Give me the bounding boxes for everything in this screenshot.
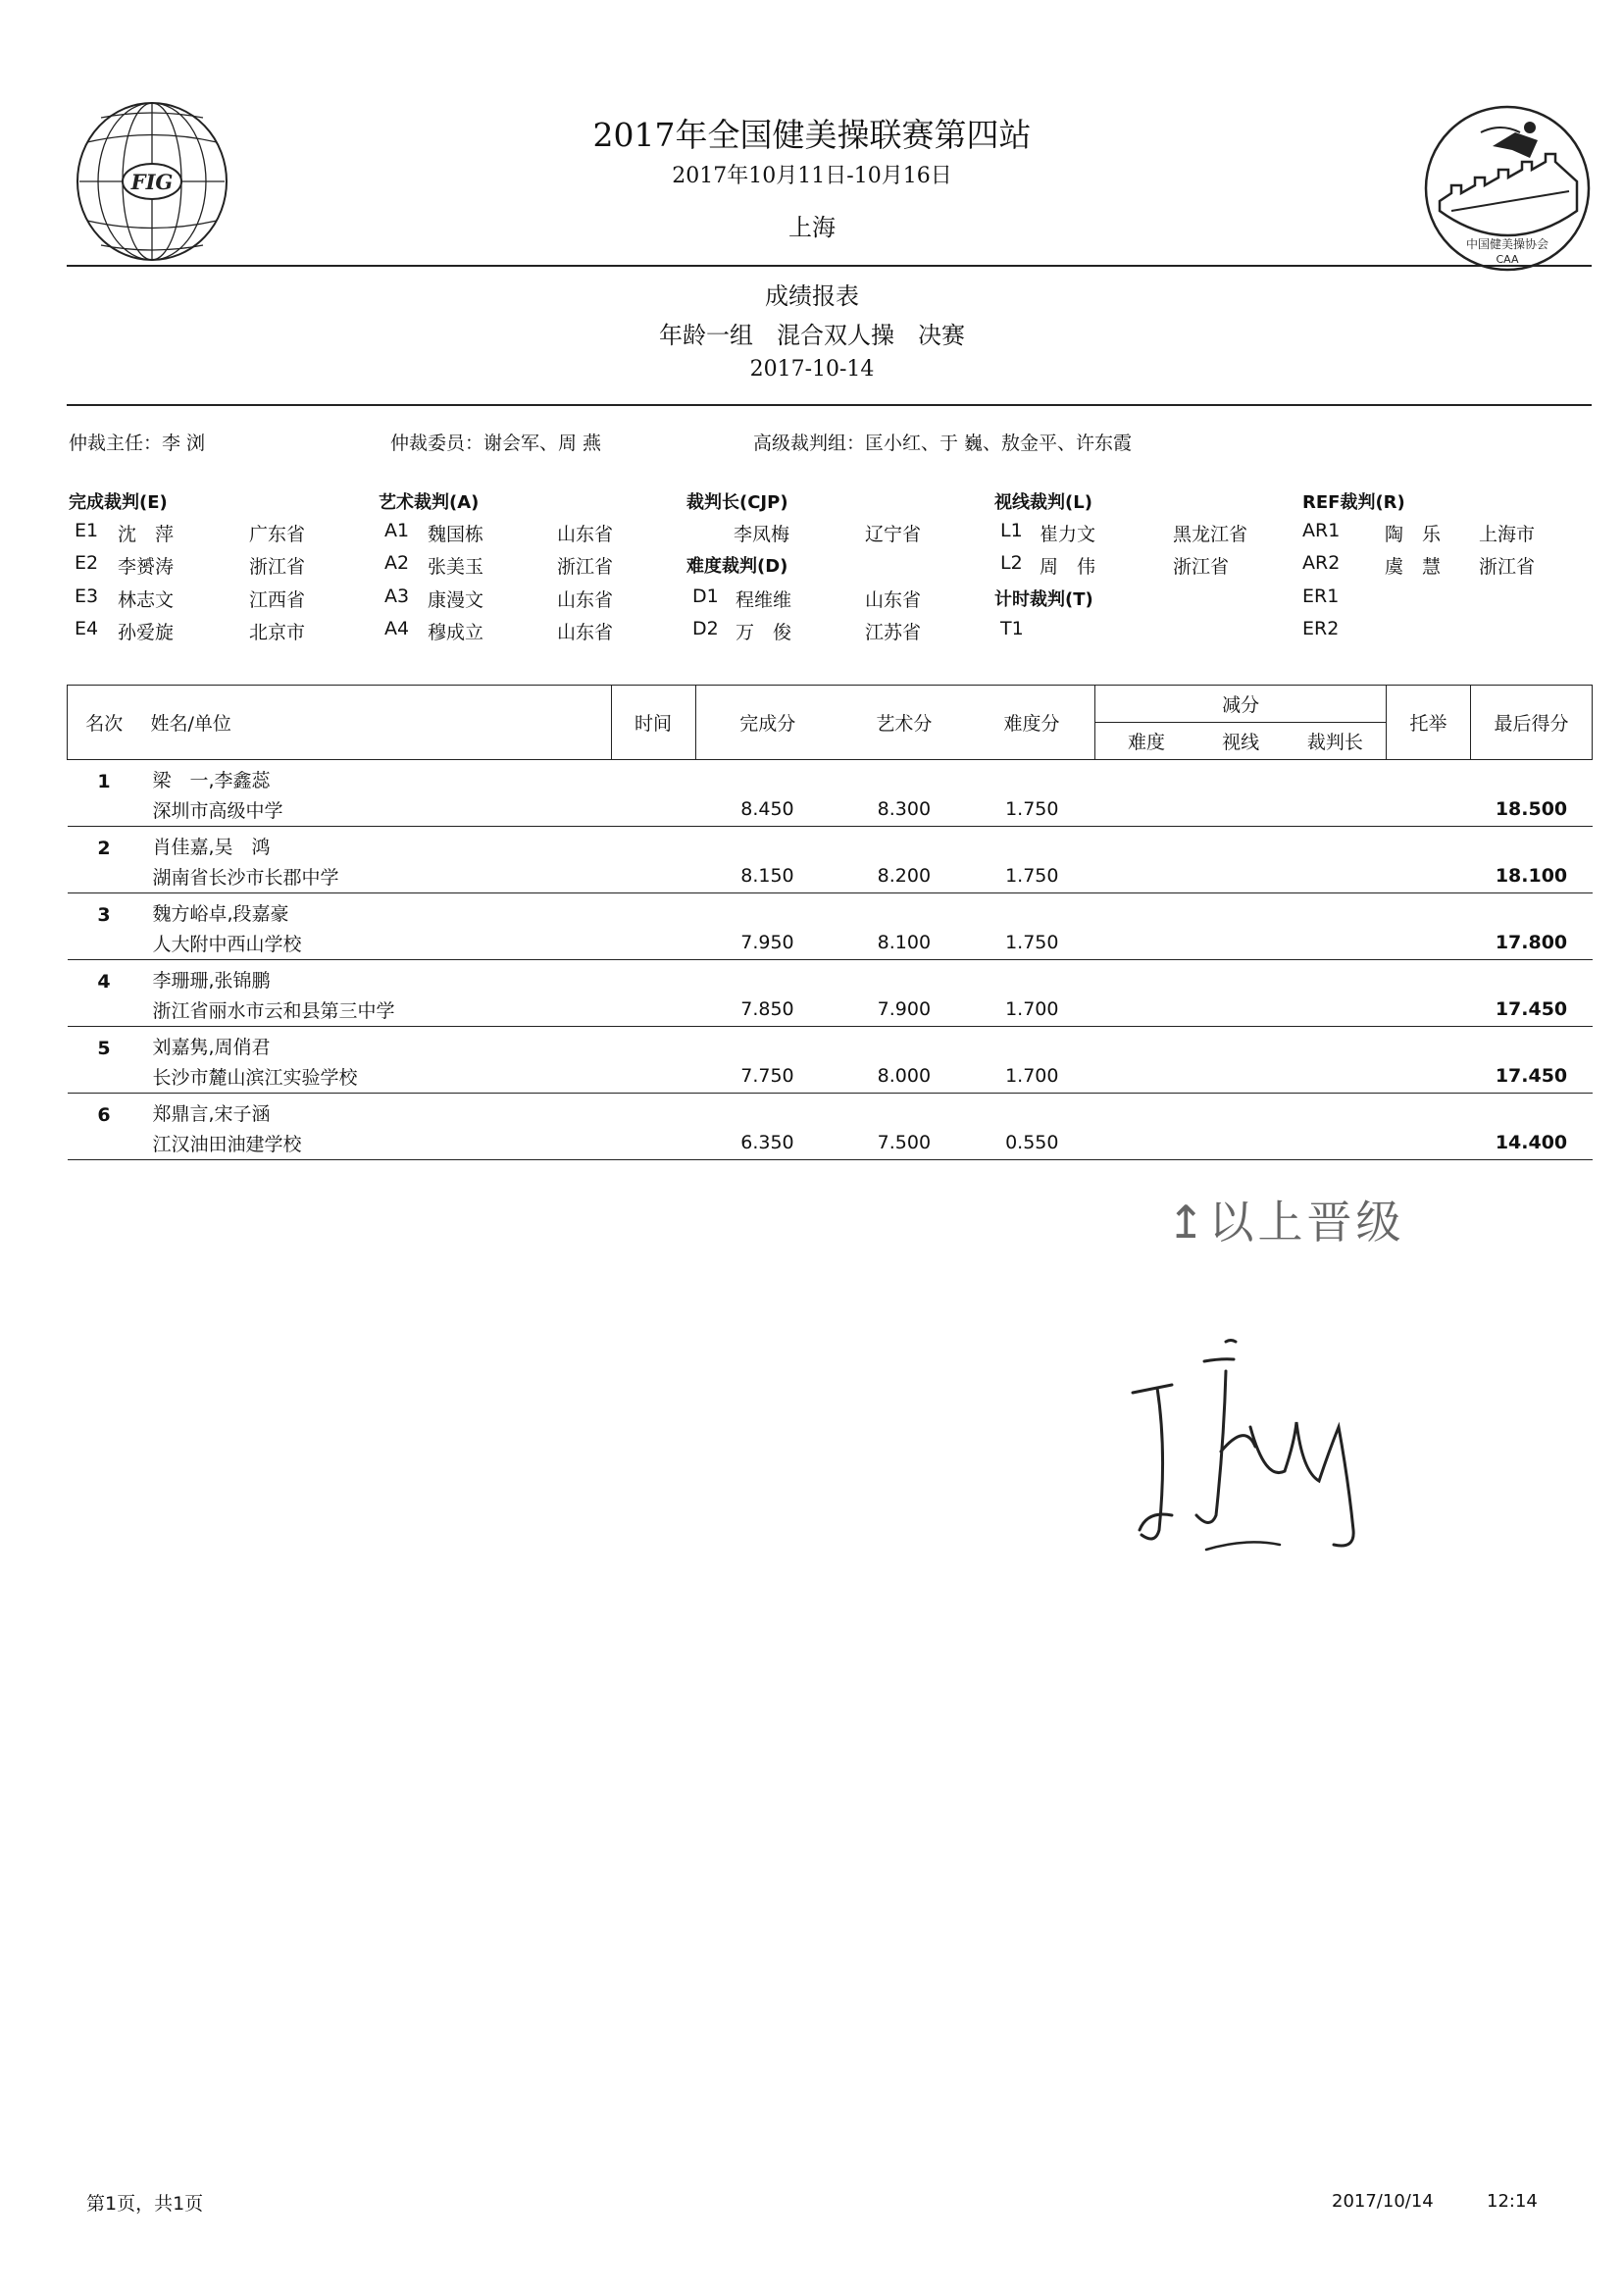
judge-name: 虞 慧 <box>1385 556 1442 578</box>
execution-judges-heading: 完成裁判(E) <box>69 492 168 513</box>
judge-code: T1 <box>1000 618 1024 639</box>
final-score: 18.100 <box>1470 859 1592 893</box>
judge-code: A1 <box>384 520 410 541</box>
judge-province: 浙江省 <box>557 556 614 578</box>
judge-code: AR2 <box>1302 552 1341 574</box>
col-name: 姓名/单位 <box>140 686 611 760</box>
table-row <box>68 827 1593 860</box>
judge-code: L2 <box>1000 552 1023 574</box>
rank: 1 <box>97 771 111 792</box>
team-name: 江汉油田油建学校 <box>140 1126 611 1160</box>
execution-score: 7.950 <box>695 926 839 960</box>
handwritten-signature <box>1128 1334 1383 1559</box>
artistic-judges-heading: 艺术裁判(A) <box>379 492 480 513</box>
judge-code: L1 <box>1000 520 1023 541</box>
rank: 2 <box>97 838 111 859</box>
cjp-province: 辽宁省 <box>865 524 922 545</box>
print-date: 2017/10/14 <box>1332 2191 1434 2212</box>
table-row <box>68 859 1593 893</box>
page-number: 第1页，共1页 <box>86 2193 204 2215</box>
table-row <box>68 760 1593 793</box>
cjp-name: 李凤梅 <box>734 524 790 545</box>
qualified-annotation: ↥以上晋级 <box>1167 1196 1405 1249</box>
col-time: 时间 <box>611 686 695 760</box>
judge-province: 江西省 <box>249 589 306 611</box>
execution-score: 8.450 <box>695 792 839 827</box>
col-lift: 托举 <box>1387 686 1471 760</box>
judge-name: 魏国栋 <box>428 524 484 545</box>
difficulty-score: 1.700 <box>969 993 1095 1027</box>
judge-code: A4 <box>384 618 410 639</box>
col-execution: 完成分 <box>695 686 839 760</box>
event-name: 年龄一组 混合双人操 决赛 <box>659 322 965 349</box>
artistic-score: 8.300 <box>839 792 969 827</box>
competition-city: 上海 <box>788 214 836 241</box>
line-judges-heading: 视线裁判(L) <box>994 492 1092 513</box>
difficulty-score: 1.750 <box>969 792 1095 827</box>
judge-province: 广东省 <box>249 524 306 545</box>
athlete-names: 梁 一,李鑫蕊 <box>152 770 271 791</box>
senior-judges: 高级裁判组：匡小红、于 巍、敖金平、许东霞 <box>753 433 1133 454</box>
judge-name: 陶 乐 <box>1385 524 1442 545</box>
judge-province: 山东省 <box>557 524 614 545</box>
table-row <box>68 893 1593 927</box>
judge-code: ER2 <box>1302 618 1340 639</box>
judge-province: 上海市 <box>1479 524 1536 545</box>
athlete-names: 肖佳嘉,吴 鸿 <box>152 837 271 858</box>
final-score: 14.400 <box>1470 1126 1592 1160</box>
artistic-score: 8.200 <box>839 859 969 893</box>
artistic-score: 7.900 <box>839 993 969 1027</box>
table-row <box>68 1094 1593 1127</box>
final-score: 17.450 <box>1470 1059 1592 1094</box>
team-name: 人大附中西山学校 <box>140 926 611 960</box>
print-time: 12:14 <box>1487 2191 1538 2212</box>
difficulty-judges-heading: 难度裁判(D) <box>686 556 788 577</box>
judge-province: 黑龙江省 <box>1173 524 1248 545</box>
table-row <box>68 960 1593 994</box>
col-deductions: 减分 <box>1095 686 1387 723</box>
final-score: 17.450 <box>1470 993 1592 1027</box>
judge-name: 程维维 <box>736 589 792 611</box>
judge-province: 浙江省 <box>249 556 306 578</box>
rank: 6 <box>97 1104 111 1126</box>
judge-province: 北京市 <box>249 622 306 643</box>
judge-province: 浙江省 <box>1479 556 1536 578</box>
svg-text:FIG: FIG <box>130 170 174 194</box>
col-difficulty: 难度分 <box>969 686 1095 760</box>
table-row <box>68 1027 1593 1060</box>
judge-code: A2 <box>384 552 410 574</box>
team-name: 长沙市麓山滨江实验学校 <box>140 1059 611 1094</box>
artistic-score: 8.000 <box>839 1059 969 1094</box>
judge-province: 浙江省 <box>1173 556 1230 578</box>
athlete-names: 李珊珊,张锦鹏 <box>152 970 271 992</box>
difficulty-score: 1.750 <box>969 859 1095 893</box>
team-name: 湖南省长沙市长郡中学 <box>140 859 611 893</box>
judge-name: 康漫文 <box>428 589 484 611</box>
judge-province: 山东省 <box>557 589 614 611</box>
col-ded-line: 视线 <box>1197 723 1285 760</box>
rank: 5 <box>97 1038 111 1059</box>
judge-code: D1 <box>692 586 719 607</box>
judge-name: 周 伟 <box>1040 556 1096 578</box>
artistic-score: 8.100 <box>839 926 969 960</box>
competition-title: 2017年全国健美操联赛第四站 <box>592 116 1032 154</box>
col-artistic: 艺术分 <box>839 686 969 760</box>
judge-province: 山东省 <box>865 589 922 611</box>
table-row <box>68 926 1593 960</box>
col-ded-difficulty: 难度 <box>1095 723 1197 760</box>
cjp-heading: 裁判长(CJP) <box>686 492 788 513</box>
artistic-score: 7.500 <box>839 1126 969 1160</box>
judge-code: AR1 <box>1302 520 1341 541</box>
ref-judges-heading: REF裁判(R) <box>1302 492 1405 513</box>
judge-code: E4 <box>75 618 99 639</box>
table-row <box>68 792 1593 827</box>
header-divider <box>67 265 1592 267</box>
table-row <box>68 1059 1593 1094</box>
athlete-names: 刘嘉隽,周俏君 <box>152 1037 271 1058</box>
final-score: 18.500 <box>1470 792 1592 827</box>
table-row <box>68 1126 1593 1160</box>
report-divider <box>67 404 1592 406</box>
judge-name: 崔力文 <box>1040 524 1096 545</box>
athlete-names: 魏方峪卓,段嘉豪 <box>152 903 289 925</box>
results-table <box>67 685 1593 1160</box>
difficulty-score: 0.550 <box>969 1126 1095 1160</box>
judge-code: E3 <box>75 586 99 607</box>
time-judges-heading: 计时裁判(T) <box>994 589 1093 610</box>
judge-name: 李赟涛 <box>118 556 175 578</box>
judge-code: ER1 <box>1302 586 1340 607</box>
execution-score: 6.350 <box>695 1126 839 1160</box>
competition-dates: 2017年10月11日-10月16日 <box>672 164 952 188</box>
execution-score: 7.750 <box>695 1059 839 1094</box>
final-score: 17.800 <box>1470 926 1592 960</box>
judge-code: D2 <box>692 618 719 639</box>
difficulty-score: 1.700 <box>969 1059 1095 1094</box>
rank: 3 <box>97 904 111 926</box>
judge-name: 张美玉 <box>428 556 484 578</box>
judge-name: 万 俊 <box>736 622 792 643</box>
team-name: 浙江省丽水市云和县第三中学 <box>140 993 611 1027</box>
col-final: 最后得分 <box>1470 686 1592 760</box>
judge-code: A3 <box>384 586 410 607</box>
judge-name: 沈 萍 <box>118 524 175 545</box>
difficulty-score: 1.750 <box>969 926 1095 960</box>
execution-score: 7.850 <box>695 993 839 1027</box>
event-date: 2017-10-14 <box>749 357 875 382</box>
judge-code: E1 <box>75 520 99 541</box>
svg-text:CAA: CAA <box>1496 253 1519 266</box>
execution-score: 8.150 <box>695 859 839 893</box>
judge-name: 林志文 <box>118 589 175 611</box>
svg-text:中国健美操协会: 中国健美操协会 <box>1465 237 1549 251</box>
report-title: 成绩报表 <box>765 282 859 310</box>
rank: 4 <box>97 971 111 993</box>
judge-name: 穆成立 <box>428 622 484 643</box>
judge-province: 江苏省 <box>865 622 922 643</box>
col-rank: 名次 <box>68 686 141 760</box>
team-name: 深圳市高级中学 <box>140 792 611 827</box>
arbitration-chief: 仲裁主任：李 浏 <box>69 433 206 454</box>
judge-code: E2 <box>75 552 99 574</box>
judge-province: 山东省 <box>557 622 614 643</box>
table-row <box>68 993 1593 1027</box>
judge-name: 孙爱旋 <box>118 622 175 643</box>
jury-members: 仲裁委员：谢会军、周 燕 <box>390 433 602 454</box>
athlete-names: 郑鼎言,宋子涵 <box>152 1103 271 1125</box>
col-ded-cjp: 裁判长 <box>1285 723 1387 760</box>
